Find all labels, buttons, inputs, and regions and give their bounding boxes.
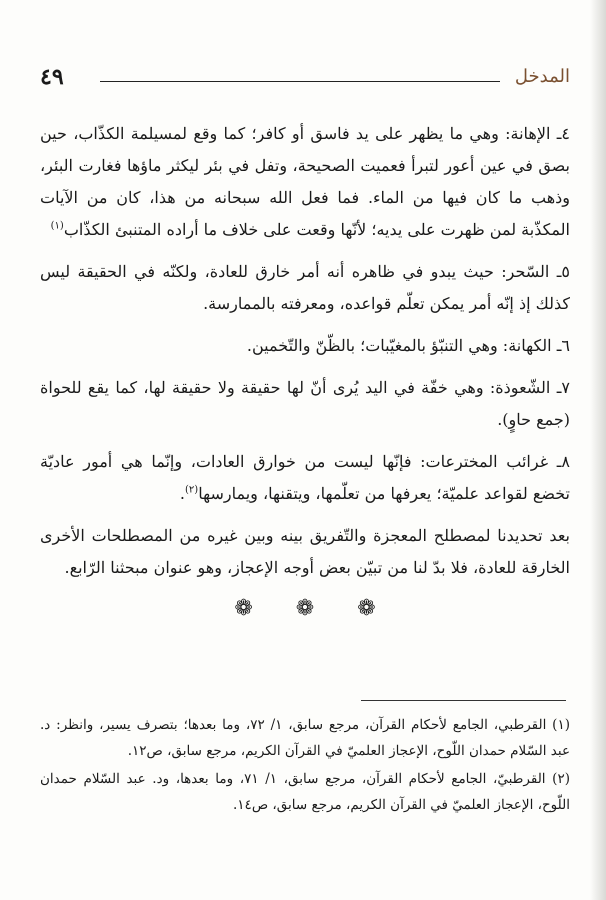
- paragraph-end: .: [179, 484, 186, 503]
- footnote-rule: [361, 700, 566, 701]
- paragraph-item-4: [40, 118, 570, 246]
- footnote-ref-1[interactable]: (١): [50, 220, 64, 232]
- header-rule: [100, 81, 500, 82]
- section-separator: ❁ ❁ ❁: [234, 596, 376, 621]
- paragraph-text: ٨ـ غرائب المخترعات: فإنّها ليست من خوارق العادات، وإنّما هي أمور عاديّة تخضع لقواعد علميّة؛ يعرفها من تعلّمها، ويتقنها، ويمارسها: [40, 452, 570, 503]
- paragraph-text: ٤ـ الإهانة: وهي ما يظهر على يد فاسق أو كافر؛ كما وقع لمسيلمة الكذّاب، حين بصق في عين أعور لتبرأ فعميت الصحيحة، وتفل في بئر ليكثر ماؤها فغارت البئر، وذهب ما كان فيها من الماء. فما فعل الله سبحانه من هذا، كان من الآيات المكذّبة لمن ظهرت على يديه؛ لأنّها وقعت على خلاف ما أراده المتنبئ الكذّاب: [40, 124, 571, 239]
- page-edge-shadow: [590, 0, 606, 900]
- paragraph-item-7: ٧ـ الشّعوذة: وهي خفّة في اليد يُرى أنّ لها حقيقة ولا حقيقة لها، كما يقع للحواة (جمع حاوٍ).: [40, 378, 570, 429]
- main-text: [40, 118, 570, 594]
- footnote-1: (١) القرطبي، الجامع لأحكام القرآن، مرجع سابق، ١/ ٧٢، وما بعدها؛ بتصرف يسير، وانظر: د. عبد السّلام حمدان اللّوح، الإعجاز العلميّ في القرآن الكريم، مرجع سابق، ص١٢.: [40, 717, 570, 759]
- paragraph-item-6: ٦ـ الكهانة: وهي التنبّؤ بالمغيّبات؛ بالظّنّ والتّخمين.: [246, 336, 570, 355]
- footnotes: [40, 712, 570, 820]
- paragraph-item-8: [40, 446, 570, 510]
- page-number: ٤٩: [40, 64, 64, 90]
- running-header: [40, 64, 570, 94]
- section-title: المدخل: [514, 66, 570, 87]
- footnote-ref-2[interactable]: (٢): [185, 484, 199, 496]
- paragraph-item-5: ٥ـ السّحر: حيث يبدو في ظاهره أنه أمر خارق للعادة، ولكنّه في الحقيقة ليس كذلك إذ إنّه أمر يمكن تعلّم قواعده، ومعرفته بالممارسة.: [40, 262, 570, 313]
- footnote-2: (٢) القرطبيّ، الجامع لأحكام القرآن، مرجع سابق، ١/ ٧١، وما بعدها، ود. عبد السّلام حمدان اللّوح، الإعجاز العلميّ في القرآن الكريم، مرجع سابق، ص١٤.: [40, 771, 570, 813]
- paragraph-conclusion: بعد تحديدنا لمصطلح المعجزة والتّفريق بينه وبين غيره من المصطلحات الأخرى الخارقة للعادة، فلا بدّ لنا من تبيّن بعض أوجه الإعجاز، وهو عنوان مبحثنا الرّابع.: [40, 526, 570, 577]
